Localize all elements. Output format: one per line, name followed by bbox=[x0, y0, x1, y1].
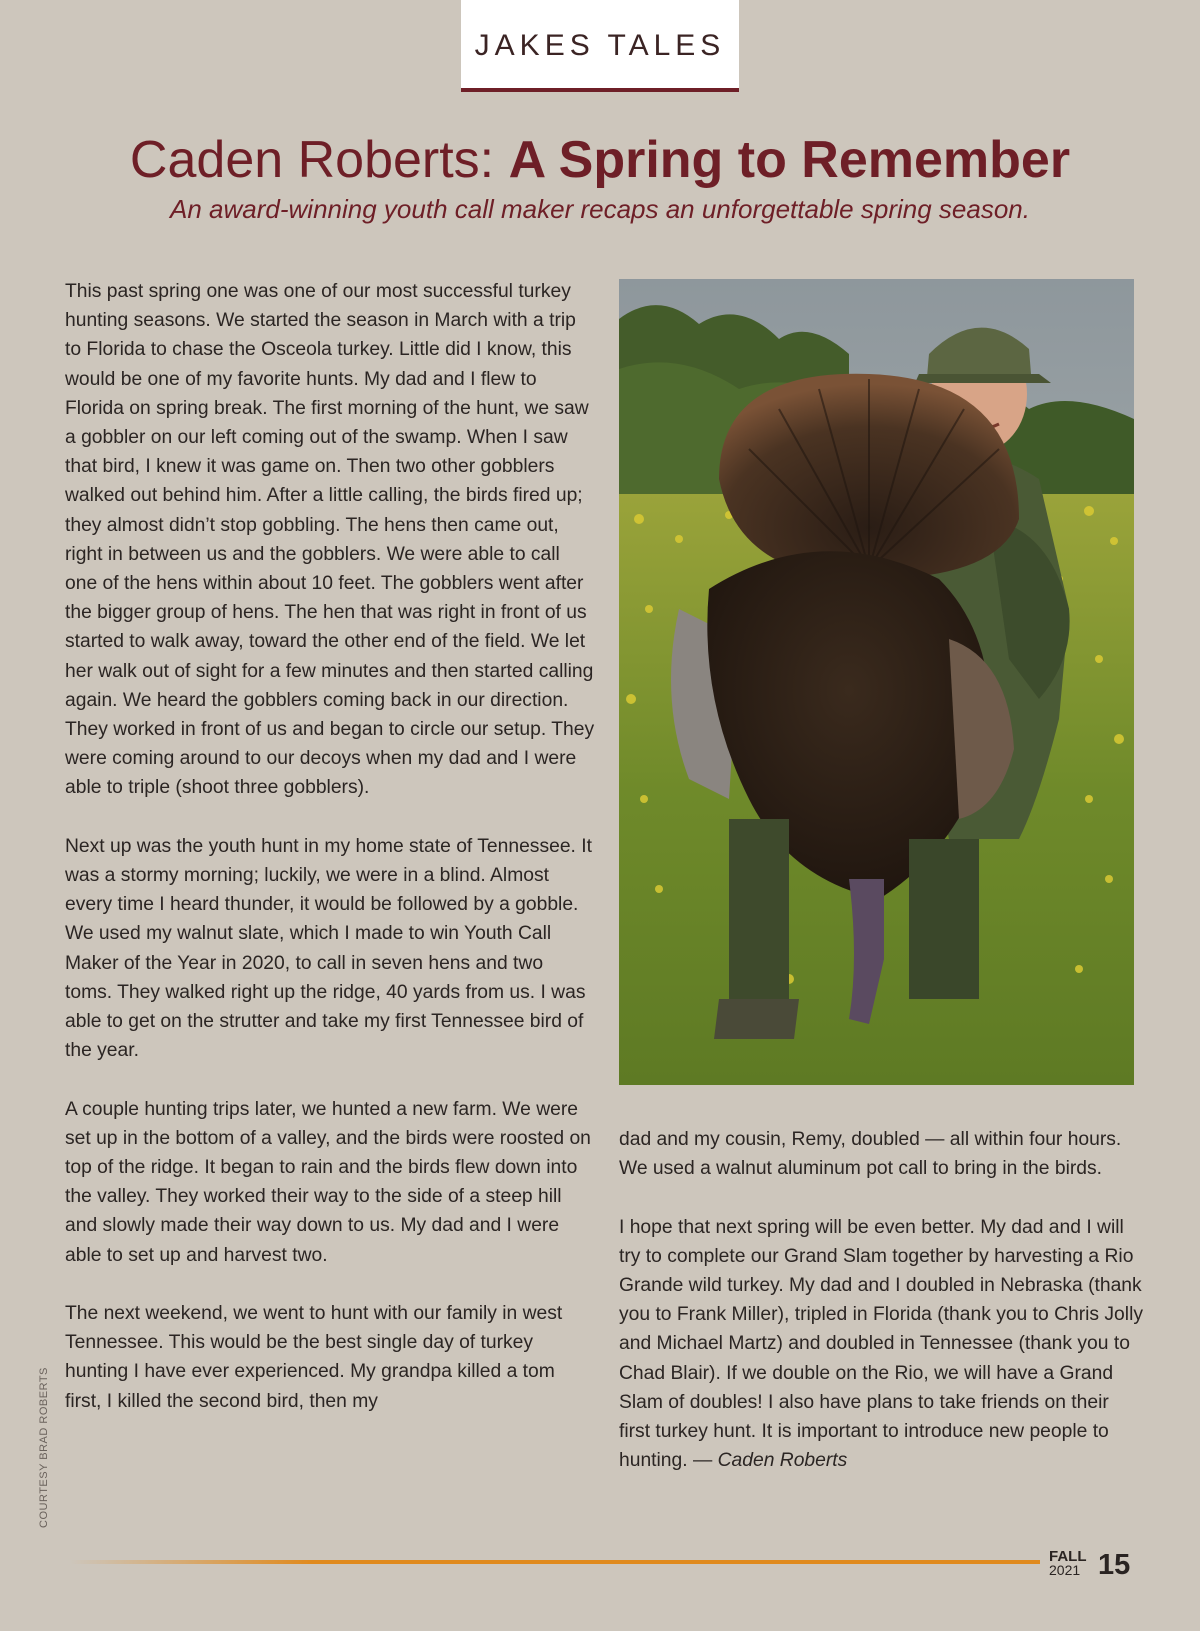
paragraph-text: I hope that next spring will be even better. My dad and I will try to complete our Grand Slam together by harvesting a Rio Grande wild turkey. My dad and I doubled in Nebraska (thank you to Frank Miller), tripled in Florida (thank you to Chris Jolly and Michael Martz) and doubled in Tennessee (thank you to Chad Blair). If we double on the Rio, we will have a Grand Slam of doubles! I also have plans to take friends on their first turkey hunt. It is important to introduce new people to hunting. — bbox=[619, 1216, 1143, 1472]
footer-rule bbox=[70, 1560, 1040, 1564]
headline-name: Caden Roberts: bbox=[129, 131, 495, 189]
body-column-left bbox=[65, 277, 595, 1445]
issue-season: FALL bbox=[1049, 1548, 1087, 1565]
photo-credit: COURTESY BRAD ROBERTS bbox=[38, 1367, 50, 1528]
article-deck: An award-winning youth call maker recaps an unforgettable spring season. bbox=[170, 194, 1030, 224]
issue-year: 2021 bbox=[1049, 1562, 1081, 1578]
section-tab bbox=[461, 0, 739, 92]
headline-title: A Spring to Remember bbox=[508, 131, 1071, 189]
section-label: JAKES TALES bbox=[474, 29, 726, 62]
page-number: 15 bbox=[1098, 1549, 1131, 1581]
paragraph: A couple hunting trips later, we hunted a new farm. We were set up in the bottom of a valley, and the birds were roosted on top of the ridge. It began to rain and the birds flew down into the valley. They worked their way to the side of a steep hill and slowly made their way down to us. My dad and I were able to set up and harvest two. bbox=[65, 1098, 591, 1266]
article-headline bbox=[0, 128, 1200, 192]
paragraph: The next weekend, we went to hunt with our family in west Tennessee. This would be the best single day of turkey hunting I have ever experienced. My grandpa killed a tom first, I killed the second bird, then my bbox=[65, 1303, 563, 1412]
paragraph: dad and my cousin, Remy, doubled — all within four hours. We used a walnut aluminum pot call to bring in the birds. bbox=[619, 1129, 1122, 1180]
body-column-right bbox=[619, 1125, 1144, 1505]
hunter-with-turkey-photo bbox=[619, 279, 1134, 1085]
paragraph: Next up was the youth hunt in my home state of Tennessee. It was a stormy morning; luckily, we were in a blind. Almost every time I heard thunder, it would be followed by a gobble. We used my walnut slate, which I made to win Youth Call Maker of the Year in 2020, to call in seven hens and two toms. They walked right up the ridge, 40 yards from us. I was able to get on the strutter and take my first Tennessee bird of the year. bbox=[65, 835, 592, 1062]
paragraph: This past spring one was one of our most successful turkey hunting seasons. We started the season in March with a trip to Florida to chase the Osceola turkey. Little did I know, this would be one of my favorite hunts. My dad and I flew to Florida on spring break. The first morning of the hunt, we saw a gobbler on our left coming out of the swamp. When I saw that bird, I knew it was game on. Then two other gobblers walked out behind him. After a little calling, the birds fired up; they almost didn’t stop gobbling. The hens then came out, right in between us and the gobblers. We were able to call one of the hens within about 10 feet. The gobblers went after the bigger group of hens. The hen that was right in front of us started to walk away, toward the other end of the field. We let her walk out of sight for a few minutes and then started calling again. We heard the gobblers coming back in our direction. They worked in front of us and began to circle our setup. They were coming around to our decoys when my dad and I were able to triple (shoot three gobblers). bbox=[65, 281, 595, 799]
author-signature: Caden Roberts bbox=[717, 1450, 848, 1472]
paragraph-closing bbox=[619, 1213, 1144, 1476]
